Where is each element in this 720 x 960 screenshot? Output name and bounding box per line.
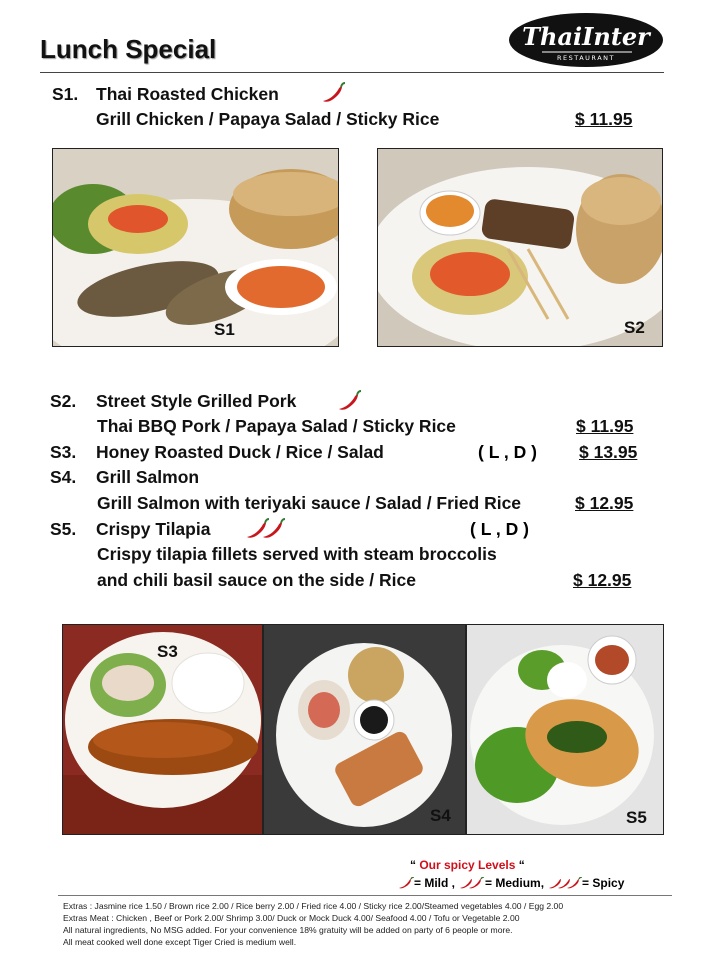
dish-photo-s5 — [466, 624, 664, 835]
menu-item-s5-description-1: Crispy tilapia fillets served with steam broccolis — [97, 544, 497, 564]
menu-item-s5-price: $ 12.95 — [573, 570, 632, 590]
menu-item-s1-title: Thai Roasted Chicken — [96, 84, 279, 104]
spicy-levels-title: “ Our spicy Levels “ — [410, 858, 525, 872]
logo-text: ThaiInter — [522, 22, 650, 51]
photo-label-s1: S1 — [214, 320, 235, 339]
menu-item-s3-tag: ( L , D ) — [478, 442, 537, 462]
chili-icon — [320, 82, 346, 109]
menu-item-s5-description-2: and chili basil sauce on the side / Rice — [97, 570, 416, 590]
photo-label-s2: S2 — [624, 318, 645, 337]
menu-item-s4-code: S4. — [50, 467, 77, 487]
footer-meat-note: All meat cooked well done except Tiger Cried is medium well. — [63, 937, 297, 947]
menu-item-s5-title: Crispy Tilapia — [96, 519, 211, 539]
spicy-mild-label: = Mild , — [414, 876, 456, 890]
menu-item-s4-price: $ 12.95 — [575, 493, 634, 513]
menu-item-s1-name — [52, 84, 279, 105]
menu-item-s3-price: $ 13.95 — [579, 442, 638, 462]
spicy-levels-heading: Our spicy Levels — [419, 858, 516, 872]
menu-item-s5-tag: ( L , D ) — [470, 519, 529, 539]
menu-item-s2-title: Street Style Grilled Pork — [96, 391, 297, 411]
chili-icon — [459, 877, 485, 889]
menu-item-s5-code: S5. — [50, 519, 77, 539]
chili-icon — [336, 390, 362, 417]
chili-icon — [548, 877, 582, 889]
menu-item-s2-code: S2. — [50, 391, 77, 411]
menu-item-s2-price: $ 11.95 — [576, 416, 634, 436]
chili-icon — [398, 877, 414, 889]
menu-item-s4-description: Grill Salmon with teriyaki sauce / Salad / Fried Rice — [97, 493, 522, 513]
menu-item-s1-description: Grill Chicken / Papaya Salad / Sticky Rice — [96, 109, 440, 129]
menu-item-s1-price: $ 11.95 — [575, 109, 633, 129]
spicy-spicy-label: = Spicy — [582, 876, 625, 890]
menu-item-s3-code: S3. — [50, 442, 77, 462]
menu-item-s3-name — [50, 442, 384, 463]
menu-item-s1-code: S1. — [52, 84, 79, 104]
spicy-medium-label: = Medium, — [485, 876, 545, 890]
dish-photo-s2 — [377, 148, 663, 347]
photo-label-s3: S3 — [157, 642, 178, 661]
dish-photo-s1 — [52, 148, 339, 347]
menu-item-s4-name — [50, 467, 200, 488]
menu-item-s3-title: Honey Roasted Duck / Rice / Salad — [96, 442, 384, 462]
photo-label-s4: S4 — [430, 806, 451, 825]
header-divider — [40, 72, 664, 73]
footer-extras: Extras : Jasmine rice 1.50 / Brown rice 2.00 / Rice berry 2.00 / Fried rice 4.00 / Sticky rice 2.00/Steamed vegetables 4.00 / Egg 2.00 — [63, 901, 564, 911]
menu-item-s2-name — [50, 391, 297, 412]
spicy-levels-legend — [398, 876, 628, 890]
photo-label-s5: S5 — [626, 808, 647, 827]
footer-divider — [58, 895, 672, 896]
menu-item-s5-name — [50, 519, 211, 540]
dish-photo-s4 — [263, 624, 466, 835]
logo-subtext: RESTAURANT — [557, 54, 615, 62]
restaurant-logo — [508, 12, 664, 68]
footer-extras-meat: Extras Meat : Chicken , Beef or Pork 2.00/ Shrimp 3.00/ Duck or Mock Duck 4.00/ Seafood 4.00 / Tofu or Vegetable 2.00 — [63, 913, 520, 923]
footer-notice: All natural ingredients, No MSG added. For your convenience 18% gratuity will be added on party of 6 people or more. — [63, 925, 513, 935]
menu-item-s2-description: Thai BBQ Pork / Papaya Salad / Sticky Rice — [97, 416, 456, 436]
page-title: Lunch Special — [40, 34, 217, 64]
menu-item-s4-title: Grill Salmon — [96, 467, 200, 487]
chili-icon — [244, 518, 288, 545]
